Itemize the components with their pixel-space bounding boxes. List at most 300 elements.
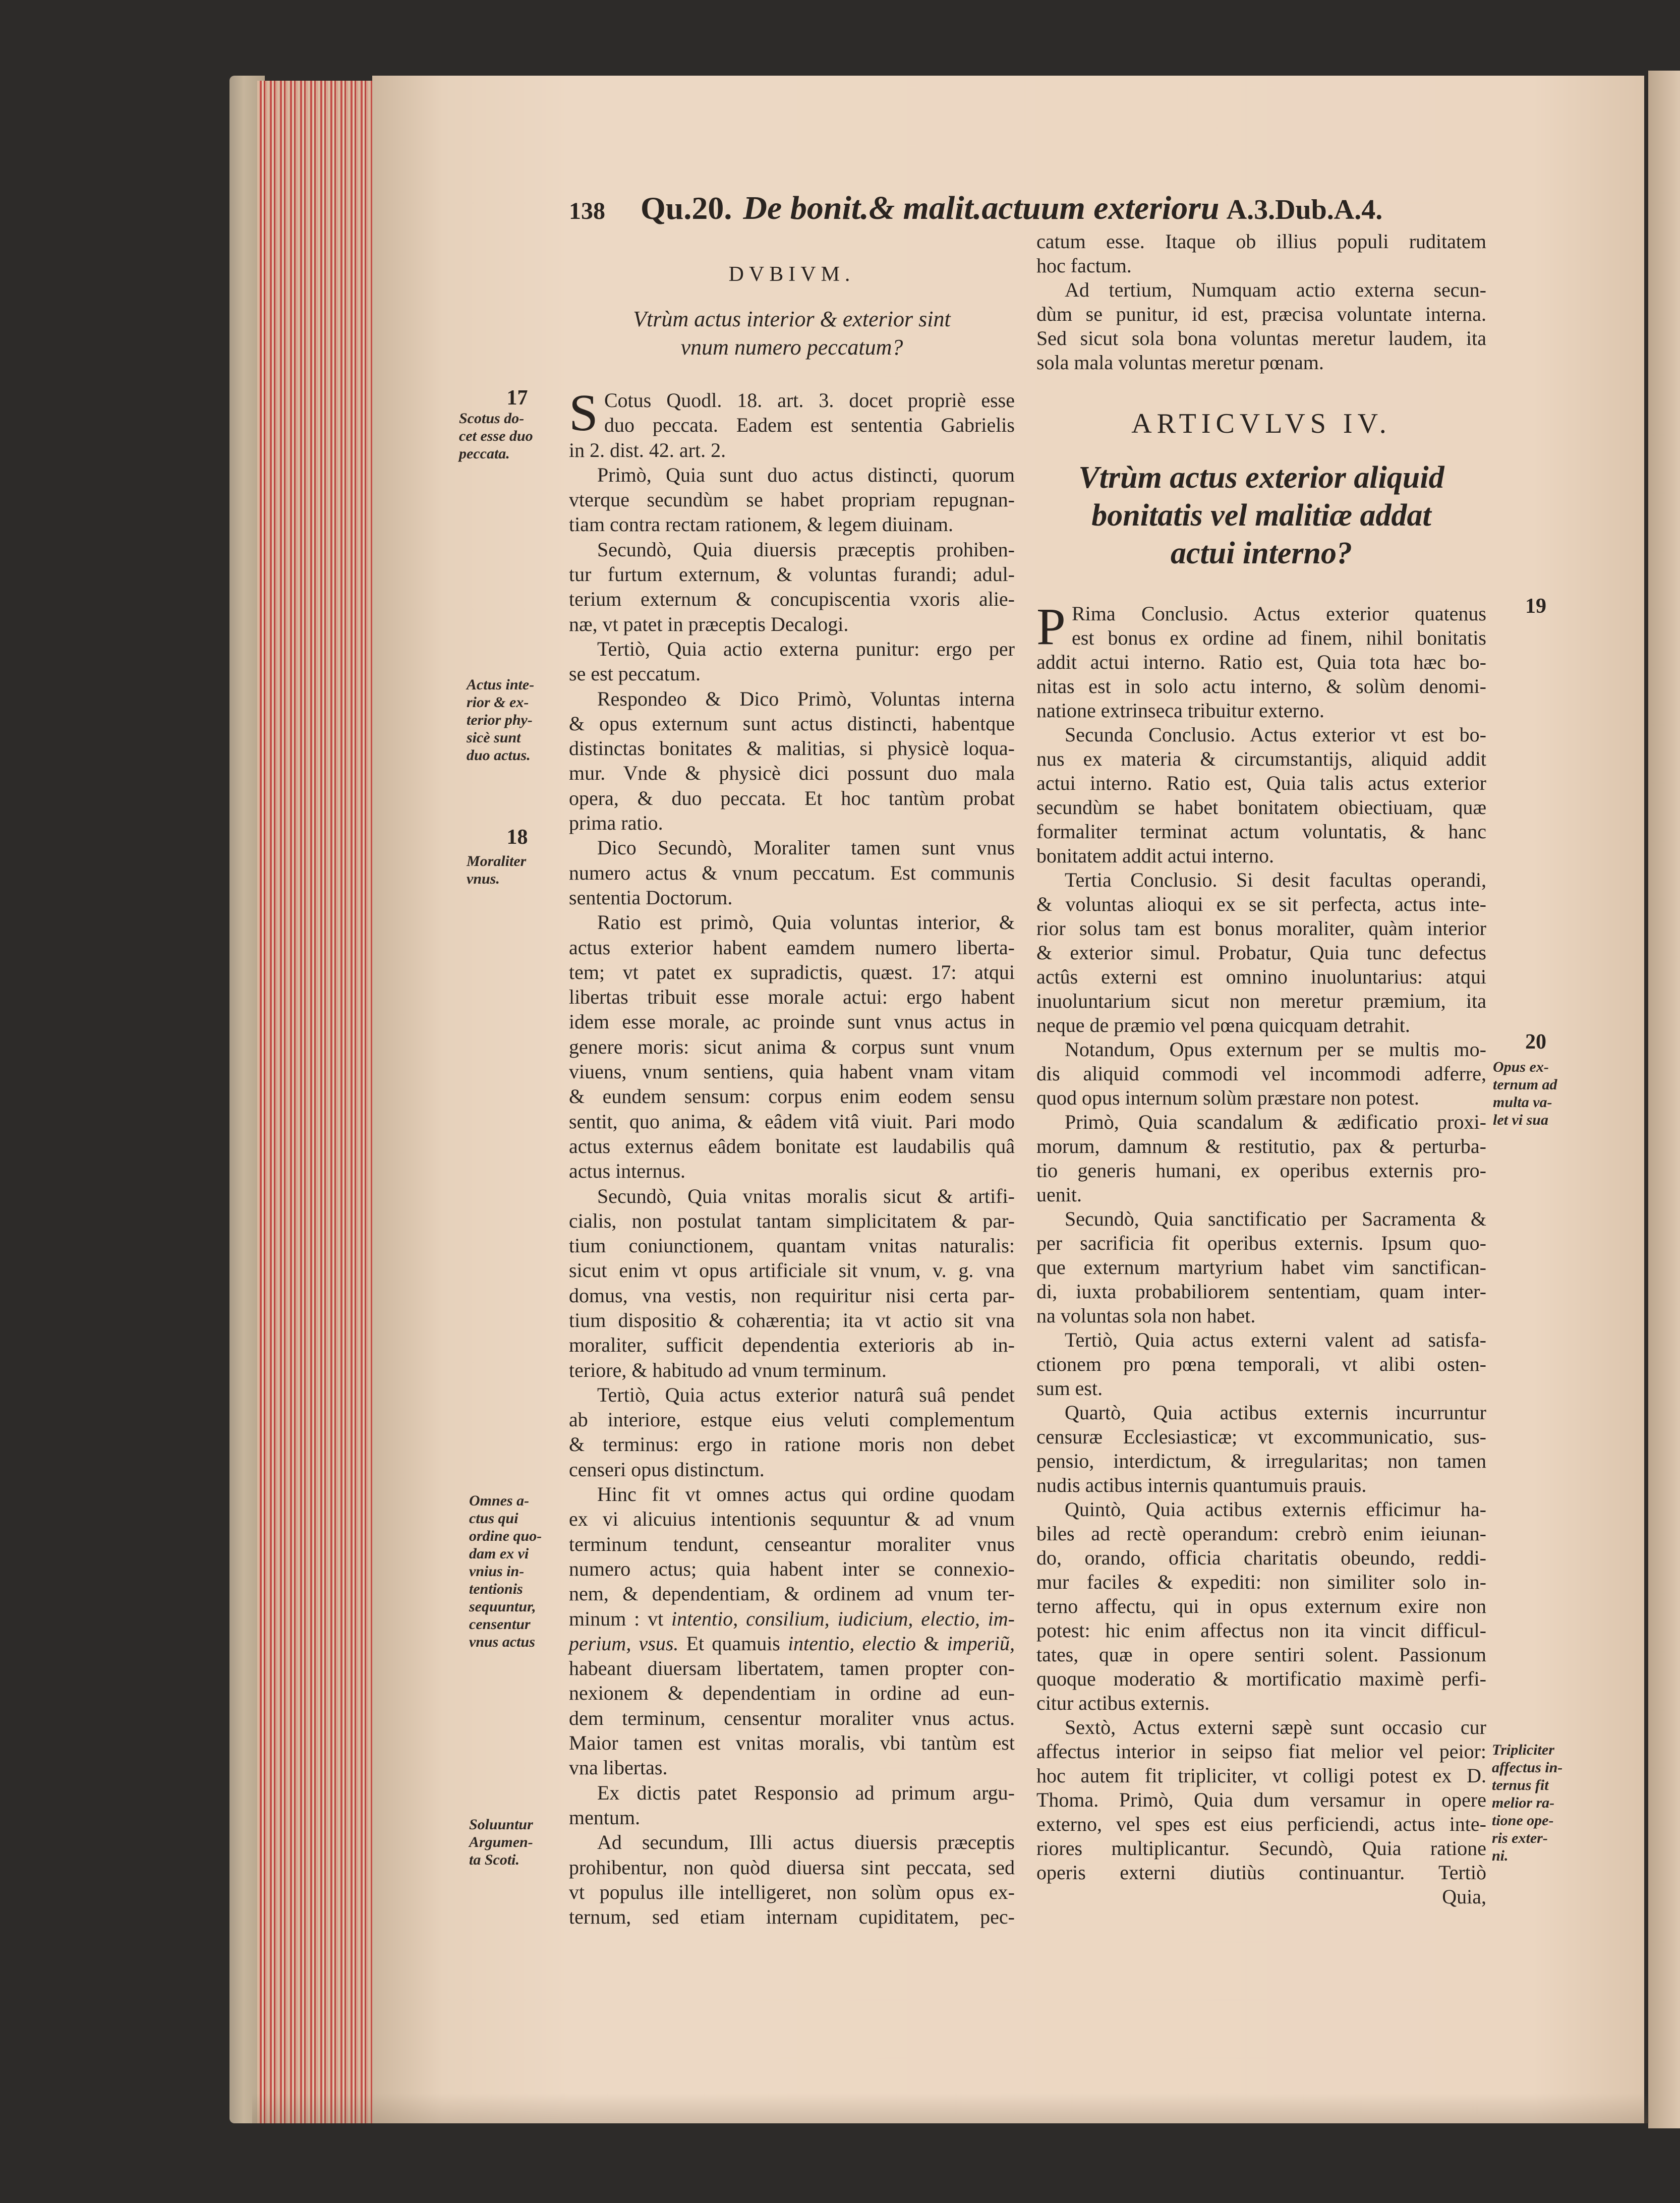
- text-run: uenit.: [1036, 1183, 1082, 1206]
- text-run: næ, vt patet in præceptis Decalogi.: [569, 612, 849, 635]
- text-run: genere moris: sicut anima & corpus sunt vnum: [569, 1035, 1015, 1058]
- text-line: [569, 636, 1015, 661]
- text-run: censuræ Ecclesiasticæ; vt excommunicatio, sus-: [1036, 1425, 1486, 1448]
- text-line: [1036, 1134, 1486, 1158]
- text-line: [569, 935, 1015, 960]
- drop-cap: P: [1036, 598, 1066, 656]
- text-line: [1036, 650, 1486, 674]
- text-run: mur faciles & expediti: non similiter solo in-: [1036, 1571, 1486, 1593]
- text-line: [569, 1109, 1015, 1134]
- text-line: [569, 736, 1015, 761]
- text-line: [1036, 1207, 1486, 1231]
- text-run: terminum tendunt, censeantur moraliter vnus: [569, 1532, 1015, 1555]
- margin-note-line: ctus qui: [469, 1510, 518, 1527]
- text-line: [569, 1755, 1015, 1780]
- text-line: [1036, 254, 1486, 278]
- text-line: [1036, 278, 1486, 302]
- text-line: [569, 960, 1015, 984]
- text-line: [569, 984, 1015, 1009]
- drop-cap: S: [569, 384, 598, 442]
- text-line: [1036, 1062, 1486, 1086]
- text-run: actui interno. Ratio est, Quia talis actus exterior: [1036, 772, 1486, 794]
- text-run: citur actibus externis.: [1036, 1692, 1210, 1714]
- margin-note-line: vnus.: [467, 871, 500, 887]
- text-run: distinctas bonitates & malitias, si physicè loqua-: [569, 737, 1015, 760]
- text-run: formaliter terminat actum voluntatis, & hanc: [1036, 820, 1486, 843]
- text-line: [1036, 699, 1486, 723]
- text-run: vna libertas.: [569, 1756, 668, 1779]
- text-line: [1036, 1764, 1486, 1788]
- text-run: Secunda Conclusio. Actus exterior vt est bo-: [1065, 723, 1486, 746]
- text-line: [1036, 1546, 1486, 1570]
- text-run: nexionem & dependentiam in ordine ad eun-: [569, 1682, 1015, 1705]
- section-number-17: 17: [506, 386, 528, 410]
- margin-note-line: ta Scoti.: [469, 1851, 520, 1868]
- text-run: dis aliquid commodi vel incommodi adferre,: [1036, 1062, 1486, 1085]
- text-line: [1036, 747, 1486, 771]
- margin-note-line: Soluuntur: [469, 1816, 533, 1833]
- text-run: Tertia Conclusio. Si desit facultas operandi,: [1065, 868, 1486, 891]
- margin-note-line: Opus ex-: [1493, 1059, 1549, 1075]
- text-run: do, orando, officia charitatis obeundo, reddi-: [1036, 1546, 1486, 1569]
- running-header: [569, 189, 1517, 229]
- text-run: na voluntas sola non habet.: [1036, 1304, 1256, 1327]
- text-line: [1036, 1667, 1486, 1691]
- text-run: sum est.: [1036, 1377, 1103, 1400]
- text-run: Primò, Quia scandalum & ædificatio proxi-: [1065, 1111, 1486, 1133]
- text-line: [569, 1805, 1015, 1830]
- text-line: [569, 537, 1015, 562]
- margin-note-line: tione ope-: [1492, 1812, 1554, 1829]
- text-line: [1036, 1013, 1486, 1037]
- text-run: Notandum, Opus externum per se multis mo-: [1065, 1038, 1486, 1061]
- page-bottom-shadow: [252, 2093, 1649, 2123]
- margin-note-line: terior phy-: [467, 712, 533, 728]
- text-line: [569, 1009, 1015, 1034]
- text-line: [1036, 626, 1486, 650]
- italic-text: intentio: [671, 1607, 733, 1630]
- text-run: ab interiore, estque eius veluti complementum: [569, 1408, 1015, 1431]
- text-run: ctionem pro pœna temporali, vt alibi osten-: [1036, 1353, 1486, 1375]
- text-run: sententia Doctorum.: [569, 886, 733, 909]
- margin-note-line: censentur: [469, 1616, 531, 1633]
- text-run: se est peccatum.: [569, 662, 701, 685]
- text-run: vt populus ille intelligeret, non solùm opus ex-: [569, 1880, 1015, 1903]
- text-run: opera, & duo peccata. Et hoc tantùm probat: [569, 786, 1015, 809]
- text-run: sentit, quo anima, & eâdem vitâ viuit. Pari modo: [569, 1110, 1015, 1133]
- text-run: Ex dictis patet Responsio ad primum argu-: [597, 1781, 1015, 1804]
- text-run: potest: hic enim affectus non ita vincit difficul-: [1036, 1619, 1486, 1642]
- margin-note-line: ni.: [1492, 1847, 1509, 1864]
- text-run: numero actus; quia habent inter se connexio-: [569, 1557, 1015, 1580]
- text-run: duo peccata. Eadem est sententia Gabrielis: [604, 414, 1015, 437]
- italic-text: intentio, electio: [788, 1632, 916, 1655]
- text-line: [1036, 1570, 1486, 1594]
- text-line: [569, 1904, 1015, 1929]
- text-run: tates, quæ in opere sentiri solent. Passionum: [1036, 1643, 1486, 1666]
- text-line: [1036, 1740, 1486, 1764]
- text-line: [569, 1730, 1015, 1755]
- text-run: nus ex materia & circumstantijs, aliquid addit: [1036, 747, 1486, 770]
- text-line: [1036, 1861, 1486, 1885]
- section-number-18: 18: [506, 826, 528, 849]
- text-run: actûs externi est omnino inuoluntarius: atqui: [1036, 965, 1486, 988]
- right-text-column: [1036, 598, 1486, 1909]
- text-line: [569, 1656, 1015, 1680]
- articulus-title: [1036, 459, 1486, 572]
- margin-note-line: let vi sua: [1493, 1112, 1548, 1128]
- text-run: actus externus eâdem bonitate est laudabilis quâ: [569, 1134, 1015, 1157]
- text-run: minum : vt: [569, 1607, 672, 1630]
- text-run: catum esse. Itaque ob illius populi ruditatem: [1036, 230, 1486, 253]
- text-line: [1036, 1715, 1486, 1740]
- page-number: 138: [569, 198, 605, 224]
- margin-note-line: sicè sunt: [467, 729, 521, 746]
- text-run: viuens, vnum sentiens, quia habent vnam vitam: [569, 1060, 1015, 1083]
- text-line: [1036, 302, 1486, 326]
- margin-note-tripliciter: [1492, 1741, 1598, 1865]
- text-line: [569, 413, 1015, 437]
- text-run: quod opus internum solùm præstare non potest.: [1036, 1086, 1419, 1109]
- margin-note-scotus: [459, 410, 565, 462]
- text-line: [569, 686, 1015, 711]
- text-line: [569, 562, 1015, 587]
- italic-text: consilium, iudicium, electio, im-: [746, 1607, 1015, 1630]
- text-line: [569, 786, 1015, 810]
- dubium-question-line: Vtrùm actus interior & exterior sint: [633, 307, 951, 331]
- text-run: domus, vna vestis, non requiritur nisi certa par-: [569, 1284, 1015, 1307]
- text-line: [569, 1680, 1015, 1705]
- text-line: [569, 885, 1015, 910]
- text-run: dem terminum, censentur moraliter vnus actus.: [569, 1706, 1015, 1729]
- text-run: terium externum & concupiscentia vxoris alie-: [569, 588, 1015, 611]
- text-run: Tertiò, Quia actus exterior naturâ suâ pendet: [597, 1383, 1015, 1406]
- text-run: addit actui interno. Ratio est, Quia tota hæc bo-: [1036, 651, 1486, 673]
- dubium-question-line: vnum numero peccatum?: [680, 335, 903, 360]
- articulus-title-line: Vtrùm actus exterior aliquid: [1078, 460, 1444, 495]
- text-line: [569, 1432, 1015, 1457]
- text-line: [569, 1830, 1015, 1854]
- text-run: Respondeo & Dico Primò, Voluntas interna: [597, 687, 1015, 710]
- text-line: [1036, 941, 1486, 965]
- margin-note-line: Scotus do-: [459, 410, 525, 427]
- text-run: Secundò, Quia sanctificatio per Sacramenta &: [1065, 1207, 1486, 1230]
- text-run: actus exterior habent eamdem numero liberta-: [569, 936, 1015, 959]
- text-line: [569, 1358, 1015, 1382]
- margin-note-line: melior ra-: [1492, 1794, 1555, 1811]
- margin-note-line: vnius in-: [469, 1563, 525, 1580]
- text-run: Quintò, Quia actibus externis efficimur ha-: [1065, 1498, 1486, 1521]
- text-line: [569, 438, 1015, 462]
- text-line: [569, 1084, 1015, 1109]
- text-line: [1036, 1086, 1486, 1110]
- text-run: numero actus & vnum peccatum. Est communis: [569, 861, 1015, 884]
- text-run: Maior tamen est vnitas moralis, vbi tantùm est: [569, 1731, 1015, 1755]
- header-question: Qu.20.: [641, 190, 732, 226]
- text-line: [569, 487, 1015, 512]
- text-run: Quartò, Quia actibus externis incurruntur: [1065, 1401, 1486, 1424]
- text-run: per sacrificia fit operibus externis. Ipsum quo-: [1036, 1232, 1486, 1254]
- text-line: [1036, 1691, 1486, 1715]
- header-reference: A.3.Dub.A.4.: [1226, 194, 1383, 225]
- text-run: riores multiplicantur. Secundò, Quia ratione: [1036, 1837, 1486, 1860]
- text-line: [569, 1581, 1015, 1606]
- text-line: [569, 1233, 1015, 1258]
- text-run: neque de præmio vel pœna quicquam detrahit.: [1036, 1014, 1410, 1036]
- text-run: secundùm se habet bonitatem obiectiuam, quæ: [1036, 796, 1486, 819]
- text-line: [569, 1780, 1015, 1805]
- text-line: [569, 512, 1015, 537]
- text-run: & terminus: ergo in ratione moris non debet: [569, 1433, 1015, 1456]
- text-line: [1036, 1497, 1486, 1522]
- margin-note-line: Tripliciter: [1492, 1742, 1554, 1758]
- text-run: Cotus Quodl. 18. art. 3. docet propriè esse: [604, 389, 1015, 412]
- text-line: [1036, 1328, 1486, 1352]
- text-run: Rima Conclusio. Actus exterior quatenus: [1072, 602, 1486, 625]
- margin-note-line: ris exter-: [1492, 1830, 1548, 1846]
- text-line: [1036, 1788, 1486, 1812]
- italic-text: perium, vsus.: [569, 1632, 679, 1655]
- text-line: [1036, 351, 1486, 375]
- text-run: est bonus ex ordine ad finem, nihil bonitatis: [1072, 626, 1486, 649]
- text-run: que externum martyrium habet vim sanctifican-: [1036, 1256, 1486, 1279]
- text-run: ,: [733, 1607, 746, 1630]
- text-run: terno affectu, qui in opus externum exire non: [1036, 1595, 1486, 1617]
- text-run: censeri opus distinctum.: [569, 1458, 765, 1481]
- text-line: [1036, 674, 1486, 699]
- margin-note-actus: [467, 676, 567, 764]
- text-line: [569, 1059, 1015, 1084]
- text-line: [569, 1706, 1015, 1730]
- text-run: Tertiò, Quia actus externi valent ad satisfa-: [1065, 1328, 1486, 1351]
- margin-note-line: peccata.: [459, 445, 510, 462]
- text-run: Ad tertium, Numquam actio externa secun-: [1065, 278, 1486, 301]
- text-run: inuoluntarium sicut non meretur præmium, ita: [1036, 990, 1486, 1012]
- text-line: [1036, 1376, 1486, 1401]
- text-line: [1036, 326, 1486, 351]
- articulus-heading: ARTICVLVS IV.: [1131, 408, 1392, 439]
- text-line: [1036, 723, 1486, 747]
- text-run: Secundò, Quia diuersis præceptis prohiben-: [597, 538, 1015, 561]
- text-line: [569, 1407, 1015, 1432]
- text-line: [569, 462, 1015, 487]
- text-line: [569, 1880, 1015, 1904]
- margin-note-line: ordine quo-: [469, 1528, 542, 1544]
- text-run: & eundem sensum: corpus enim eodem sensu: [569, 1085, 1015, 1108]
- margin-note-line: Omnes a-: [469, 1492, 530, 1509]
- text-run: nitas est in solo actu interno, & solùm denomi-: [1036, 675, 1486, 698]
- articulus-title-line: actui interno?: [1170, 536, 1352, 570]
- margin-note-line: Argumen-: [469, 1834, 533, 1850]
- text-run: Sextò, Actus externi sæpè sunt occasio cur: [1065, 1716, 1486, 1738]
- red-page-edges: [257, 81, 372, 2123]
- text-line: [569, 1457, 1015, 1482]
- text-run: mur. Vnde & physicè dici possunt duo mala: [569, 762, 1015, 785]
- text-run: tium dispositio & cohærentia; ita vt actio sit vna: [569, 1308, 1015, 1331]
- text-run: prima ratio.: [569, 811, 663, 835]
- text-line: [1036, 1643, 1486, 1667]
- margin-note-line: rior & ex-: [467, 694, 529, 711]
- text-line: [1036, 1522, 1486, 1546]
- text-run: quoque moderatio & mortificatio maximè perfi-: [1036, 1667, 1486, 1690]
- margin-note-opus: [1493, 1058, 1594, 1129]
- text-run: cialis, non postulat tantam simplicitatem & par-: [569, 1209, 1015, 1232]
- text-run: libertas tribuit esse morale actui: ergo habent: [569, 985, 1015, 1009]
- text-line: [569, 1258, 1015, 1283]
- margin-note-line: Moraliter: [467, 853, 527, 869]
- text-run: teriore, & habitudo ad vnum terminum.: [569, 1358, 887, 1381]
- text-line: [1036, 892, 1486, 916]
- section-number-20: 20: [1525, 1030, 1546, 1054]
- text-line: [569, 1208, 1015, 1233]
- text-line: [569, 1332, 1015, 1357]
- margin-note-line: multa va-: [1493, 1094, 1552, 1111]
- text-line: [569, 1283, 1015, 1308]
- text-run: in 2. dist. 42. art. 2.: [569, 438, 726, 461]
- text-run: tiam contra rectam rationem, & legem diuinam.: [569, 513, 953, 536]
- text-run: Tertiò, Quia actio externa punitur: ergo per: [597, 637, 1015, 660]
- text-line: [1036, 1280, 1486, 1304]
- text-run: tium coniunctionem, quantam vnitas naturalis:: [569, 1234, 1015, 1257]
- text-line: [569, 711, 1015, 736]
- margin-note-line: dam ex vi: [469, 1545, 529, 1562]
- text-line: [1036, 868, 1486, 892]
- text-run: & opus externum sunt actus distincti, habentque: [569, 712, 1015, 735]
- margin-note-moraliter: [467, 852, 567, 888]
- text-line: [1036, 1473, 1486, 1497]
- text-line: [569, 910, 1015, 935]
- text-run: Et quamuis: [678, 1632, 788, 1655]
- text-run: hoc factum.: [1036, 254, 1132, 277]
- text-line: [569, 587, 1015, 611]
- text-run: Ratio est primò, Quia voluntas interior, &: [597, 911, 1015, 934]
- text-line: [1036, 989, 1486, 1013]
- left-text-column: [569, 384, 1015, 1929]
- text-line: [569, 835, 1015, 860]
- text-run: vterque secundùm se habet propriam repugnan-: [569, 488, 1015, 511]
- text-line: [569, 761, 1015, 785]
- text-line: [1036, 820, 1486, 844]
- text-line: [1036, 771, 1486, 795]
- margin-note-omnes: [469, 1492, 570, 1651]
- text-line: [1036, 1255, 1486, 1280]
- text-line: [569, 1631, 1015, 1656]
- margin-note-line: ternum ad: [1493, 1076, 1557, 1093]
- text-run: Sed sicut sola bona voluntas meretur laudem, ita: [1036, 327, 1486, 350]
- text-line: [569, 1308, 1015, 1332]
- text-run: ex vi alicuius intentionis sequuntur & ad vnum: [569, 1508, 1015, 1531]
- text-line: [1036, 844, 1486, 868]
- text-line: [569, 1158, 1015, 1183]
- text-line: [1036, 1183, 1486, 1207]
- text-run: Hinc fit vt omnes actus qui ordine quodam: [597, 1483, 1015, 1506]
- right-text-column-top: [1036, 229, 1486, 375]
- section-number-19: 19: [1525, 595, 1546, 618]
- dubium-question: [569, 305, 1015, 362]
- text-run: & exterior simul. Probatur, Quia tunc defectus: [1036, 941, 1486, 964]
- margin-note-line: Actus inte-: [467, 676, 535, 693]
- text-line: [569, 1134, 1015, 1158]
- text-line: [569, 1482, 1015, 1506]
- text-line: [1036, 1231, 1486, 1255]
- text-line: [1036, 1110, 1486, 1134]
- text-line: [1036, 1037, 1486, 1062]
- text-run: hoc autem fit tripliciter, vt colligi potest ex D.: [1036, 1764, 1486, 1787]
- text-run: idem esse morale, ac proinde sunt vnus actus in: [569, 1010, 1015, 1033]
- margin-note-line: ternus fit: [1492, 1777, 1549, 1793]
- text-run: externo, vel spes est eius perficiendi, actus inte-: [1036, 1813, 1486, 1835]
- text-run: ternum, sed etiam internam cupiditatem, pec-: [569, 1905, 1015, 1929]
- text-run: nudis actibus internis quantumuis prauis.: [1036, 1474, 1367, 1496]
- text-run: Dico Secundò, Moraliter tamen sunt vnus: [597, 836, 1015, 859]
- text-line: [1036, 1836, 1486, 1861]
- text-line: [1036, 1401, 1486, 1425]
- text-line: [1036, 1352, 1486, 1376]
- text-line: [1036, 1449, 1486, 1473]
- text-line: [569, 1382, 1015, 1407]
- text-run: Secundò, Quia vnitas moralis sicut & artifi-: [597, 1184, 1015, 1207]
- text-line: [569, 661, 1015, 686]
- text-run: tur furtum externum, & voluntas furandi; adul-: [569, 563, 1015, 586]
- text-line: [569, 1532, 1015, 1556]
- text-run: mentum.: [569, 1806, 641, 1829]
- text-line: [1036, 1618, 1486, 1643]
- text-run: & voluntas alioqui ex se sit perfecta, actus inte-: [1036, 893, 1486, 915]
- text-line: [569, 1556, 1015, 1581]
- text-run: tio generis humani, ex operibus externis pro-: [1036, 1159, 1486, 1182]
- text-run: morum, damnum & restitutio, pax & perturba-: [1036, 1135, 1486, 1157]
- text-run: tem; vt patet ex supradictis, quæst. 17: atqui: [569, 960, 1015, 983]
- text-run: prohibentur, non quòd diuersa sint peccata, sed: [569, 1856, 1015, 1879]
- text-line: [1036, 916, 1486, 941]
- text-line: [569, 860, 1015, 885]
- text-run: natione extrinseca tribuitur externo.: [1036, 699, 1324, 722]
- text-run: rior solus tam est bonus moraliter, quàm interior: [1036, 917, 1486, 940]
- text-run: dùm se punitur, id est, præcisa voluntate interna.: [1036, 303, 1486, 325]
- text-line: [1036, 965, 1486, 989]
- facing-page-edge: [1648, 71, 1680, 2128]
- text-run: Ad secundum, Illi actus diuersis præceptis: [597, 1831, 1015, 1854]
- text-run: affectus interior in seipso fiat melior vel peior:: [1036, 1740, 1486, 1763]
- margin-note-line: cet esse duo: [459, 428, 533, 444]
- text-run: pensio, interdictum, & irregularitas; non tamen: [1036, 1450, 1486, 1472]
- text-line: [569, 1034, 1015, 1059]
- text-line: [1036, 229, 1486, 254]
- text-run: habeant diuersam libertatem, tamen propter con-: [569, 1657, 1015, 1680]
- text-run: biles ad rectè operandum: crebrò enim ieiunan-: [1036, 1522, 1486, 1545]
- margin-note-line: affectus in-: [1492, 1759, 1563, 1776]
- text-run: Primò, Quia sunt duo actus distincti, quorum: [597, 463, 1015, 486]
- text-line: [569, 1606, 1015, 1631]
- text-line: [569, 1506, 1015, 1531]
- text-run: bonitatem addit actui interno.: [1036, 844, 1274, 867]
- margin-note-line: tentionis: [469, 1581, 523, 1597]
- dubium-heading: DVBIVM.: [728, 263, 855, 286]
- text-run: moraliter, sufficit dependentia exterioris ab in-: [569, 1334, 1015, 1357]
- text-line: [569, 1184, 1015, 1208]
- margin-note-soluuntur: [469, 1816, 570, 1869]
- text-run: di, iuxta probabiliorem sententiam, quam inter-: [1036, 1280, 1486, 1303]
- text-run: operis externi diutiùs continuantur. Tertiò: [1036, 1861, 1486, 1884]
- margin-note-line: duo actus.: [467, 747, 531, 764]
- text-line: [569, 1855, 1015, 1880]
- text-line: [1036, 1304, 1486, 1328]
- text-run: &: [916, 1632, 947, 1655]
- text-line: [1036, 1594, 1486, 1618]
- text-line: [569, 810, 1015, 835]
- italic-text: imperiũ,: [947, 1632, 1015, 1655]
- text-run: sicut enim vt opus artificiale sit vnum, v. g. vna: [569, 1259, 1015, 1282]
